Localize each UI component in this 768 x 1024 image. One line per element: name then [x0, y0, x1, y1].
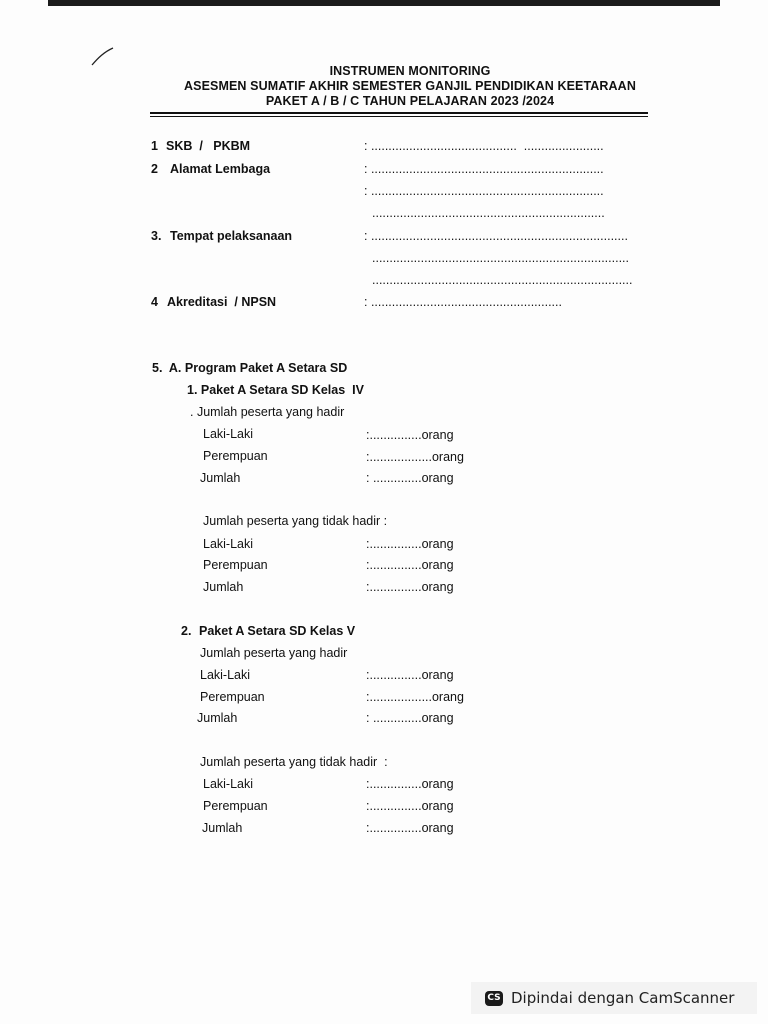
item-number: 1: [151, 139, 158, 153]
kelas-v-hadir-laki-field: :...............orang: [366, 668, 454, 682]
alamat-field-line-3: ...................................................................: [372, 206, 605, 220]
kelas-v-tidak-jumlah-label: Jumlah: [202, 821, 243, 835]
kelas-v-hadir-jumlah-field: : ..............orang: [366, 711, 454, 725]
item-number: 2.: [181, 624, 192, 638]
kelas-v-hadir-heading: Jumlah peserta yang hadir: [200, 646, 348, 660]
kelas-iv-hadir-jumlah-label: Jumlah: [200, 471, 241, 485]
kelas-v-tidak-perempuan-field: :...............orang: [366, 799, 454, 813]
kelas-v-hadir-perempuan-label: Perempuan: [200, 690, 265, 704]
kelas-iv-tidak-jumlah-field: :...............orang: [366, 580, 454, 594]
kelas-iv-tidak-perempuan-label: Perempuan: [203, 558, 268, 572]
kelas-iv-hadir-heading: . Jumlah peserta yang hadir: [190, 405, 345, 419]
header-rule-thick: [150, 112, 648, 114]
item-number: 4: [151, 295, 158, 309]
kelas-v-tidak-perempuan-label: Perempuan: [203, 799, 268, 813]
kelas-iv-hadir-perempuan-label: Perempuan: [203, 449, 268, 463]
akreditasi-npsn-label: Akreditasi / NPSN: [167, 295, 277, 309]
tempat-field-line-3: ...........................................................................: [372, 273, 633, 287]
kelas-v-title: Paket A Setara SD Kelas V: [199, 624, 356, 638]
kelas-iv-tidak-laki-field: :...............orang: [366, 537, 454, 551]
section-5-heading: 5. A. Program Paket A Setara SD: [152, 361, 348, 375]
header-rule-thin: [150, 116, 648, 117]
kelas-v-tidak-laki-label: Laki-Laki: [203, 777, 254, 791]
pen-stroke-mark: [90, 46, 116, 68]
akreditasi-npsn-field: : .......................................................: [364, 295, 562, 309]
alamat-lembaga-label: Alamat Lembaga: [170, 162, 271, 176]
tempat-field-line-2: ..........................................................................: [372, 251, 629, 265]
tempat-field-line-1: : ..........................................................................: [364, 229, 628, 243]
kelas-v-hadir-perempuan-field: :..................orang: [366, 690, 464, 704]
alamat-field-line-2: : ...................................................................: [364, 184, 604, 198]
scan-top-edge: [48, 0, 720, 6]
kelas-iv-tidak-laki-label: Laki-Laki: [203, 537, 254, 551]
doc-title-line-2: ASESMEN SUMATIF AKHIR SEMESTER GANJIL PENDIDIKAN KEETARAAN: [184, 79, 636, 93]
kelas-iv-hadir-perempuan-field: :..................orang: [366, 450, 464, 464]
kelas-iv-title: 1. Paket A Setara SD Kelas IV: [187, 383, 364, 397]
item-number: 2: [151, 162, 158, 176]
kelas-iv-tidak-jumlah-label: Jumlah: [203, 580, 244, 594]
kelas-v-tidak-hadir-heading: Jumlah peserta yang tidak hadir :: [200, 755, 388, 769]
camscanner-caption: Dipindai dengan CamScanner: [511, 989, 735, 1007]
kelas-iv-hadir-laki-label: Laki-Laki: [203, 427, 254, 441]
skb-pkbm-field: : .......................................... .......................: [364, 139, 604, 153]
alamat-field-line-1: : ...................................................................: [364, 162, 604, 176]
camscanner-logo-icon: CS: [485, 991, 503, 1006]
item-number: 3.: [151, 229, 162, 243]
kelas-iv-hadir-laki-field: :...............orang: [366, 428, 454, 442]
kelas-iv-tidak-hadir-heading: Jumlah peserta yang tidak hadir :: [203, 514, 388, 528]
tempat-pelaksanaan-label: Tempat pelaksanaan: [170, 229, 293, 243]
kelas-v-tidak-jumlah-field: :...............orang: [366, 821, 454, 835]
kelas-v-tidak-laki-field: :...............orang: [366, 777, 454, 791]
doc-title-line-3: PAKET A / B / C TAHUN PELAJARAN 2023 /2024: [265, 94, 555, 108]
skb-pkbm-label: SKB / PKBM: [166, 139, 251, 153]
kelas-v-hadir-laki-label: Laki-Laki: [200, 668, 251, 682]
camscanner-watermark: [471, 982, 757, 1014]
kelas-v-hadir-jumlah-label: Jumlah: [197, 711, 238, 725]
kelas-iv-hadir-jumlah-field: : ..............orang: [366, 471, 454, 485]
kelas-iv-tidak-perempuan-field: :...............orang: [366, 558, 454, 572]
doc-title-line-1: INSTRUMEN MONITORING: [329, 64, 491, 78]
